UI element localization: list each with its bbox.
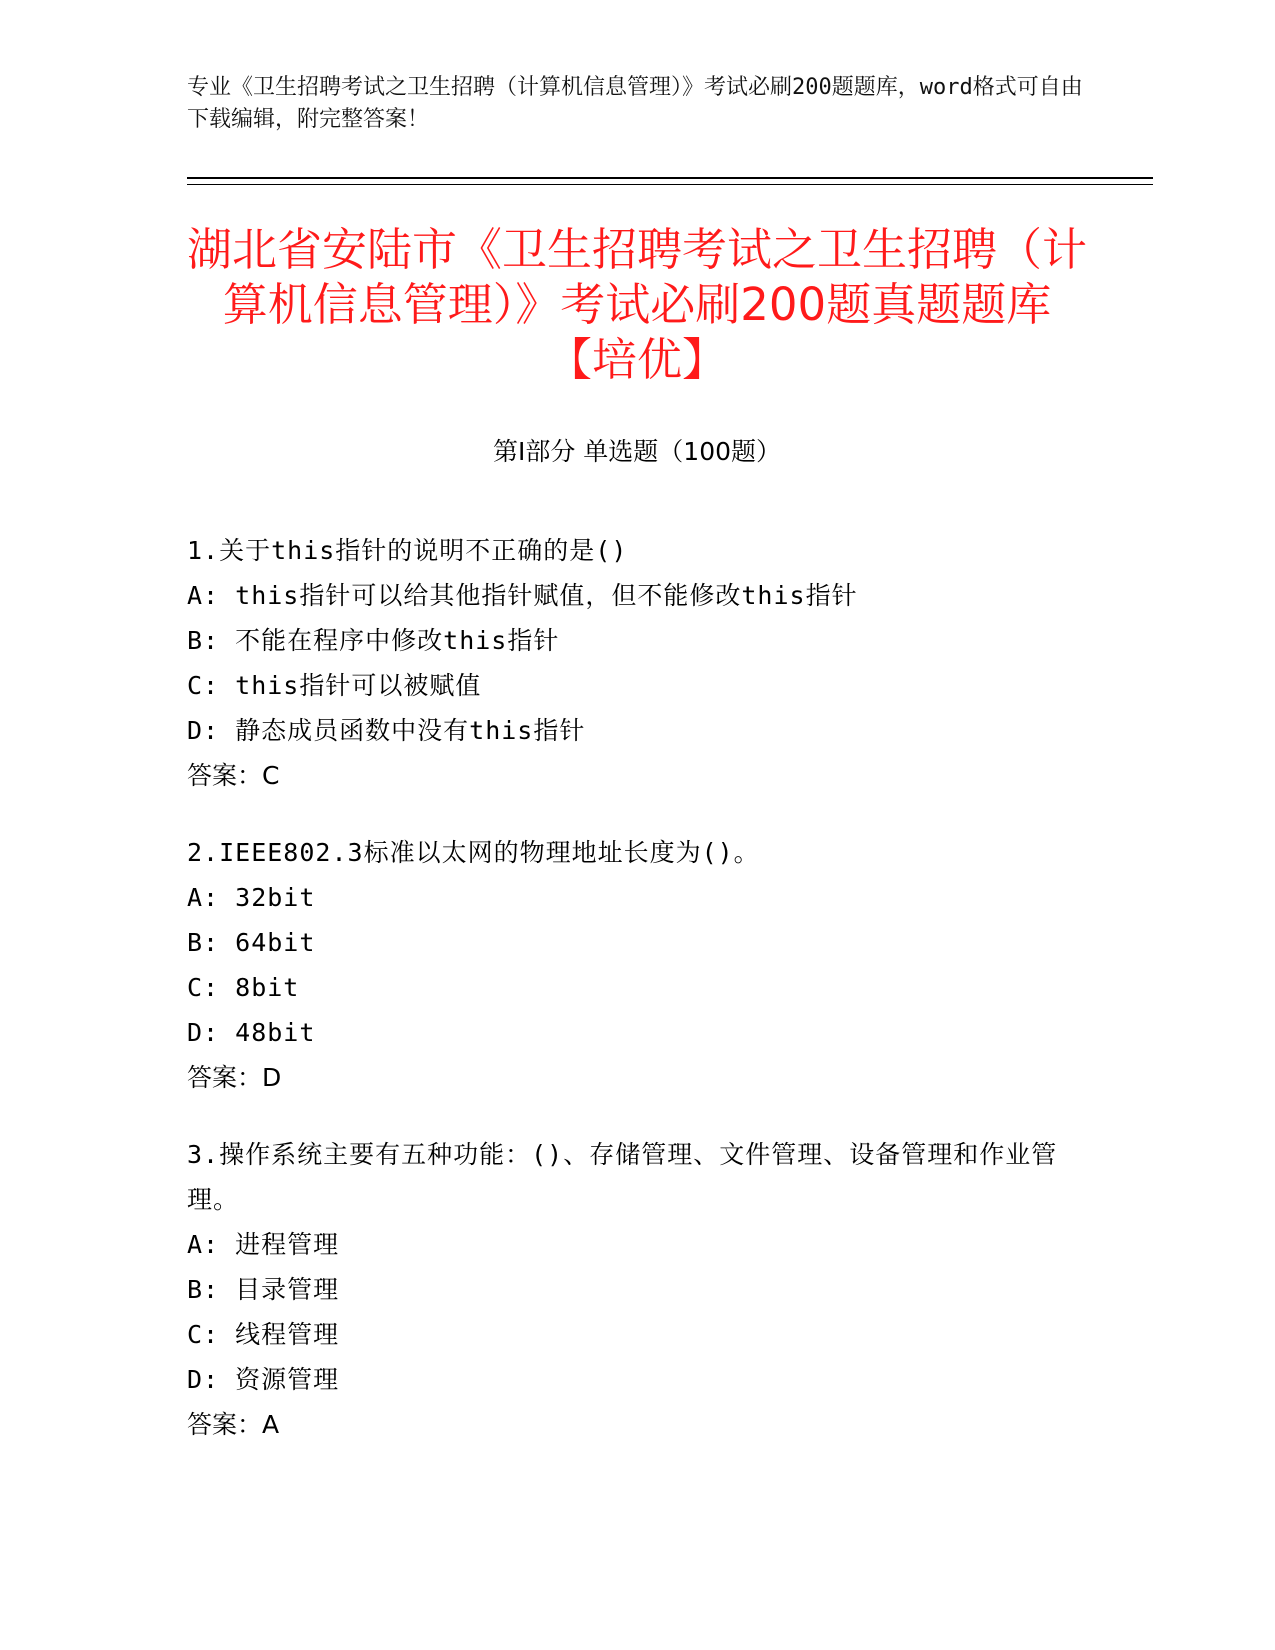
option-b: B: 64bit (187, 928, 316, 957)
header-divider-thin (187, 184, 1153, 185)
answer: 答案：A (187, 1410, 280, 1439)
question-text: 1.关于this指针的说明不正确的是() (187, 536, 628, 565)
option-d: D: 48bit (187, 1018, 316, 1047)
option-c: C: 8bit (187, 973, 300, 1002)
option-a: A: 进程管理 (187, 1230, 340, 1259)
option-a: A: this指针可以给其他指针赋值，但不能修改this指针 (187, 581, 858, 610)
option-d: D: 静态成员函数中没有this指针 (187, 716, 586, 745)
option-b: B: 不能在程序中修改this指针 (187, 626, 560, 655)
question-3 (187, 1132, 1087, 1447)
option-a: A: 32bit (187, 883, 316, 912)
header-divider-thick (187, 177, 1153, 179)
option-b: B: 目录管理 (187, 1275, 340, 1304)
option-c: C: this指针可以被赋值 (187, 671, 482, 700)
question-2 (187, 830, 1087, 1100)
section-title: 第Ⅰ部分 单选题（100题） (492, 437, 782, 466)
question-list (187, 528, 1087, 1479)
question-text: 2.IEEE802.3标准以太网的物理地址长度为()。 (187, 838, 760, 867)
question-text: 3.操作系统主要有五种功能：()、存储管理、文件管理、设备管理和作业管理。 (187, 1140, 1058, 1214)
answer: 答案：D (187, 1063, 282, 1092)
answer: 答案：C (187, 761, 280, 790)
header-note: 专业《卫生招聘考试之卫生招聘（计算机信息管理）》考试必刷200题题库，word格式可自由下载编辑，附完整答案！ (187, 75, 1083, 132)
option-c: C: 线程管理 (187, 1320, 340, 1349)
option-d: D: 资源管理 (187, 1365, 340, 1394)
question-1 (187, 528, 1087, 798)
document-title: 湖北省安陆市《卫生招聘考试之卫生招聘（计算机信息管理）》考试必刷200题真题题库【培优】 (187, 223, 1088, 386)
